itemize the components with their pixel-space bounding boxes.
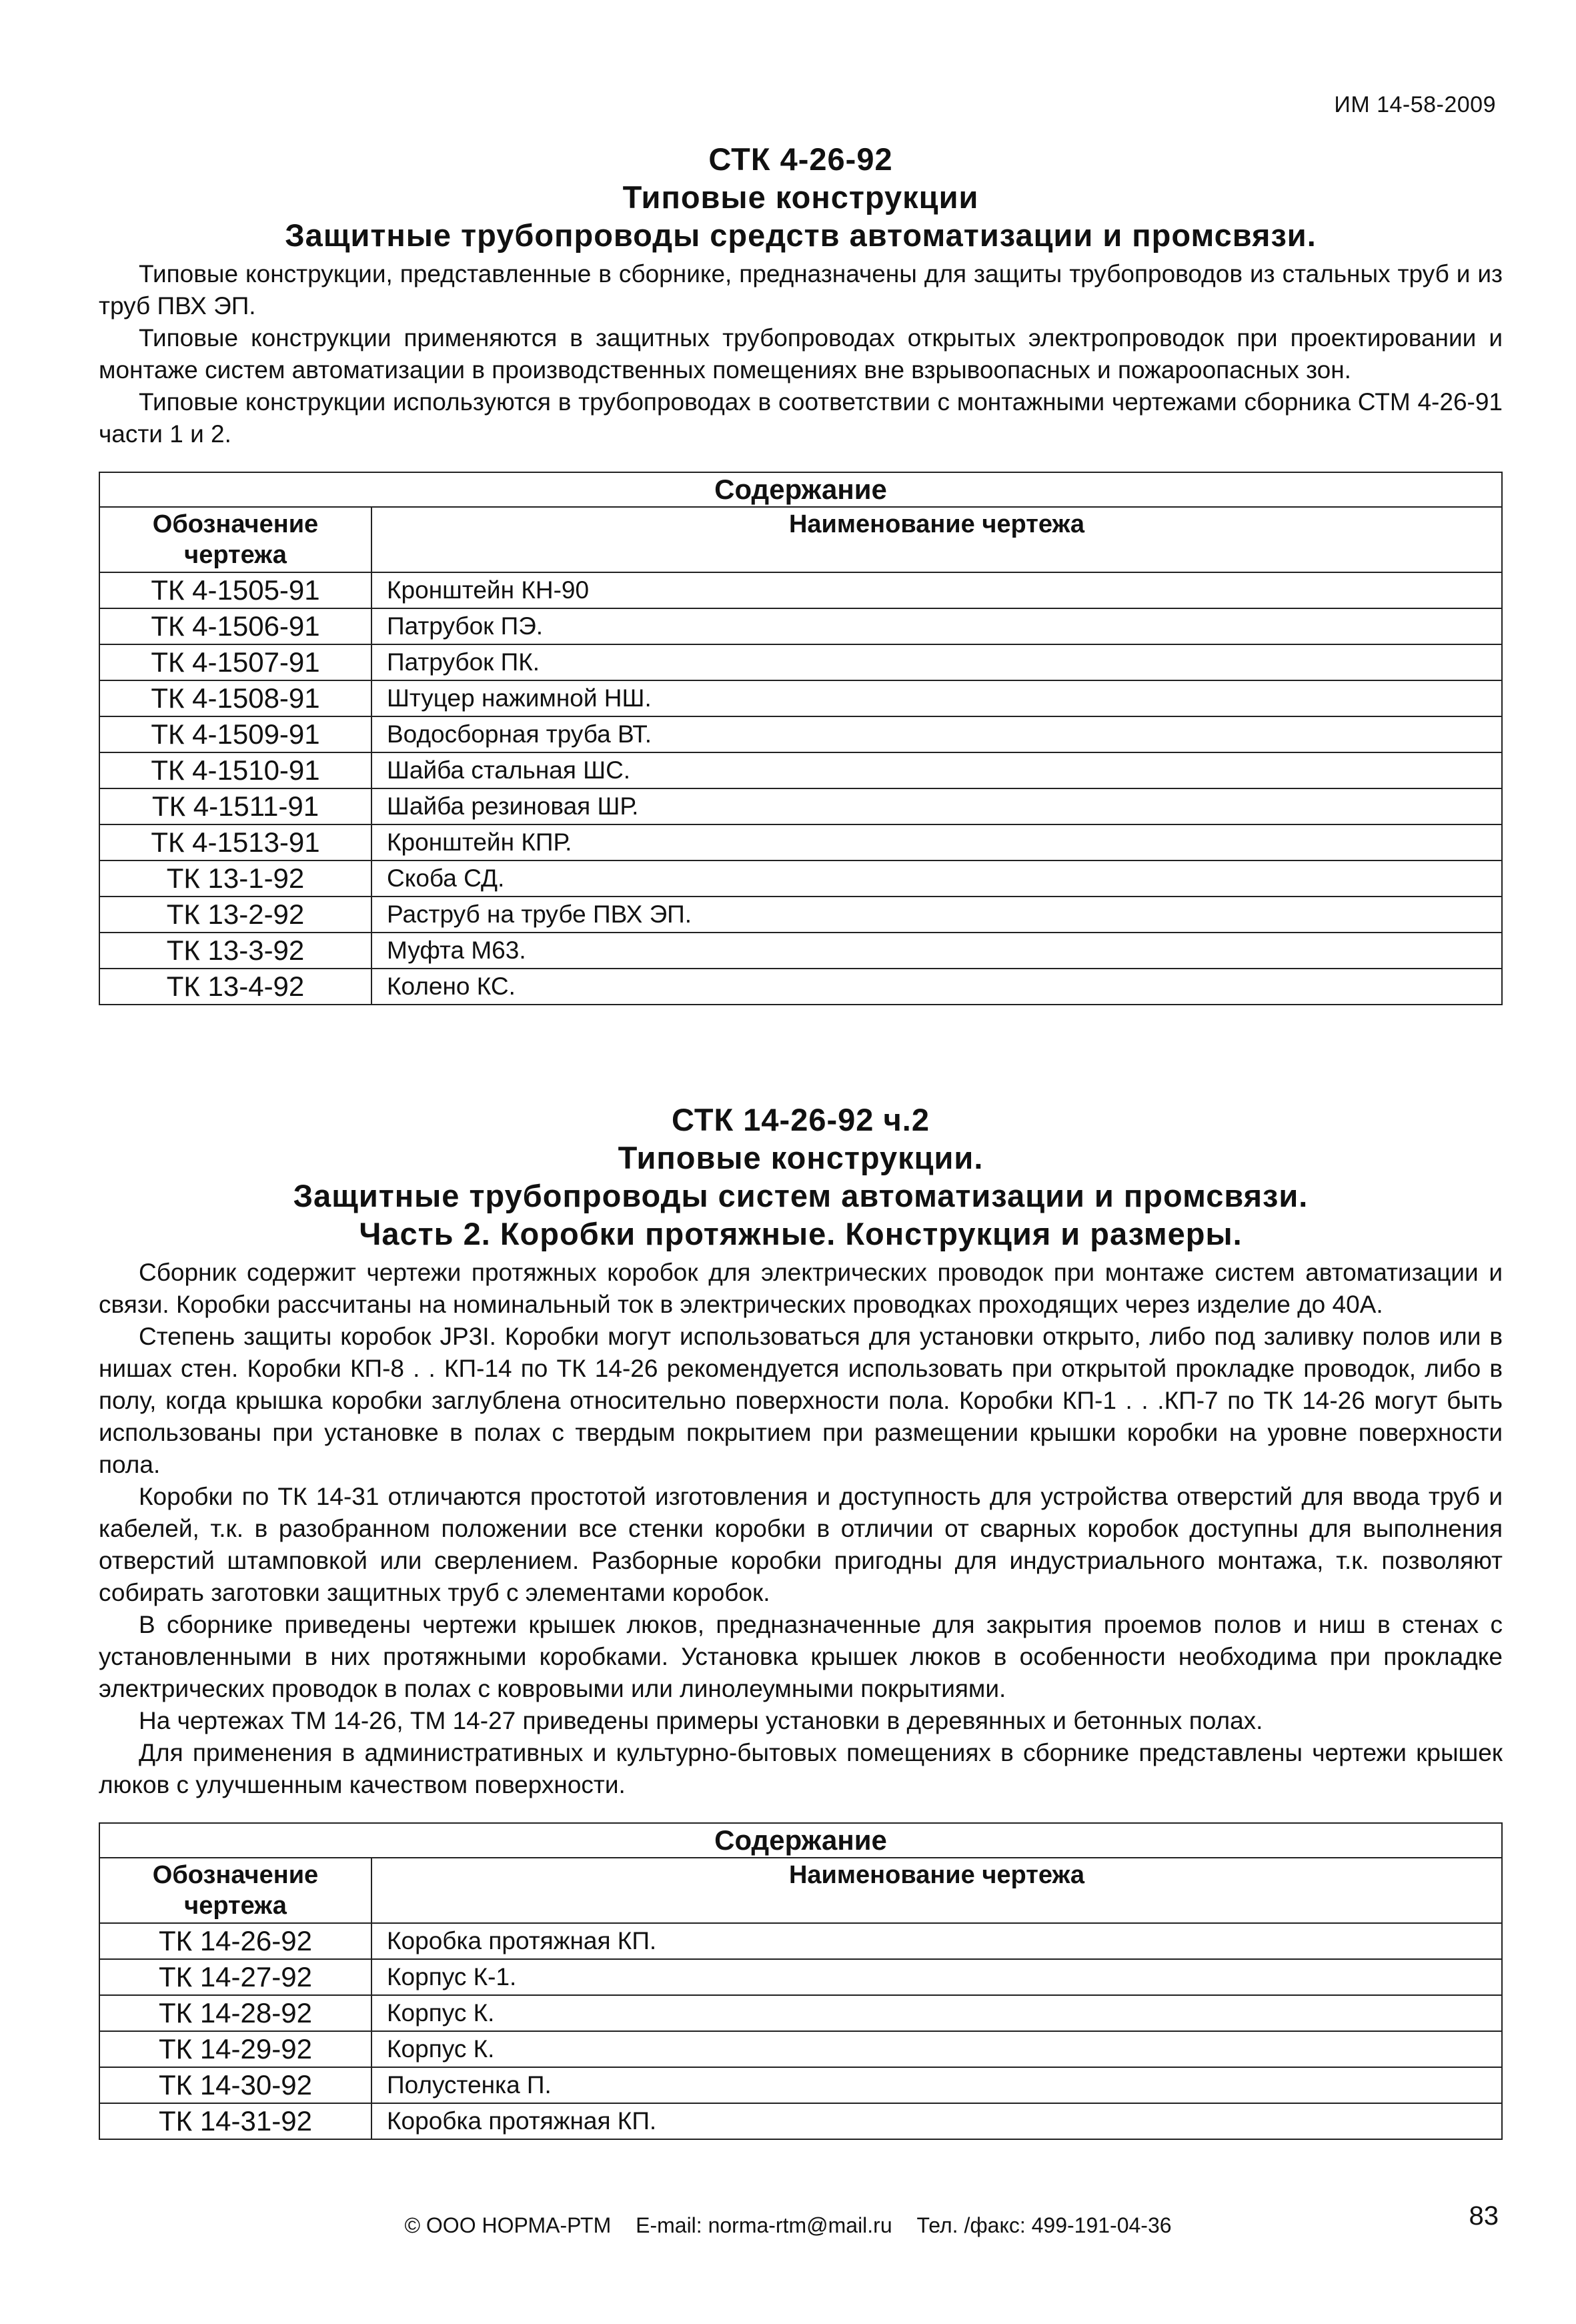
drawing-name: Корпус К. — [371, 2031, 1502, 2067]
drawing-name: Шайба резиновая ШР. — [371, 788, 1502, 824]
column-header-name: Наименование чертежа — [371, 1858, 1502, 1923]
page-number: 83 — [1469, 2201, 1499, 2231]
table-row — [99, 644, 1502, 680]
drawing-name: Колено КС. — [371, 969, 1502, 1005]
drawing-designation: ТК 4-1505-91 — [99, 572, 371, 608]
drawing-designation: ТК 14-26-92 — [99, 1923, 371, 1959]
section1-subtitle: Типовые конструкции — [622, 179, 979, 215]
table-row — [99, 933, 1502, 969]
table-row — [99, 897, 1502, 933]
drawing-designation: ТК 14-28-92 — [99, 1995, 371, 2031]
drawing-designation: ТК 4-1507-91 — [99, 644, 371, 680]
drawing-name: Кронштейн КН-90 — [371, 572, 1502, 608]
table-row — [99, 2031, 1502, 2067]
section2-paragraph: В сборнике приведены чертежи крышек люков, предназначенные для закрытия проемов полов и ниш в стенах с установленными в них протяжными коробками. Установка крышек люков в особенности необходима при прокладке электрических проводок в полах с ковровыми или линолеумными покрытиями. — [99, 1611, 1503, 1702]
drawing-designation: ТК 4-1510-91 — [99, 752, 371, 788]
section2-paragraph: Степень защиты коробок JP3I. Коробки могут использоваться для установки открыто, либо под заливку полов или в нишах стен. Коробки КП-8 . . КП-14 по ТК 14-26 рекомендуется использовать при открытой прокладке проводок, либо в полу, когда крышка коробки заглублена относительно поверхности пола. Коробки КП-1 . . .КП-7 по ТК 14-26 могут быть использованы при установке в полах с твердым покрытием при размещении крышки коробки на уровне поверхности пола. — [99, 1323, 1503, 1478]
section1-paragraph: Типовые конструкции применяются в защитных трубопроводах открытых электропроводок при проектировании и монтаже систем автоматизации в производственных помещениях вне взрывоопасных и пожароопасных зон. — [99, 324, 1503, 384]
section1-paragraph: Типовые конструкции используются в трубопроводах в соответствии с монтажными чертежами сборника СТМ 4-26-91 части 1 и 2. — [99, 388, 1503, 448]
section2-paragraph: На чертежах ТМ 14-26, ТМ 14-27 приведены примеры установки в деревянных и бетонных полах. — [139, 1707, 1263, 1734]
drawing-designation: ТК 14-29-92 — [99, 2031, 371, 2067]
drawing-name: Шайба стальная ШС. — [371, 752, 1502, 788]
table-row — [99, 716, 1502, 752]
drawing-name: Коробка протяжная КП. — [371, 2103, 1502, 2139]
table-row — [99, 969, 1502, 1005]
drawing-designation: ТК 13-4-92 — [99, 969, 371, 1005]
drawing-name: Патрубок ПЭ. — [371, 608, 1502, 644]
table-row — [99, 2103, 1502, 2139]
drawing-designation: ТК 13-3-92 — [99, 933, 371, 969]
section2-paragraph: Коробки по ТК 14-31 отличаются простотой изготовления и доступность для устройства отверстий для ввода труб и кабелей, т.к. в разобранном положении все стенки коробки в отличии от сварных коробок доступны для выполнения отверстий штамповкой или сверлением. Разборные коробки пригодны для индустриального монтажа, т.к. позволяют собирать заготовки защитных труб с элементами коробок. — [99, 1483, 1503, 1606]
table-row — [99, 1995, 1502, 2031]
drawing-name: Коробка протяжная КП. — [371, 1923, 1502, 1959]
drawing-name: Муфта М63. — [371, 933, 1502, 969]
section1-title: Защитные трубопроводы средств автоматизации и промсвязи. — [285, 217, 1317, 253]
contents-title: Содержание — [99, 472, 1502, 507]
table-row — [99, 2067, 1502, 2103]
section2-part: Часть 2. Коробки протяжные. Конструкция и размеры. — [359, 1216, 1243, 1251]
drawing-name: Корпус К-1. — [371, 1959, 1502, 1995]
section2-paragraph: Сборник содержит чертежи протяжных коробок для электрических проводок при монтаже систем автоматизации и связи. Коробки рассчитаны на номинальный ток в электрических проводках проходящих через изделие до 40А. — [99, 1259, 1503, 1318]
drawing-designation: ТК 14-30-92 — [99, 2067, 371, 2103]
column-header-designation: Обозначение чертежа — [99, 1858, 371, 1923]
table-row — [99, 1923, 1502, 1959]
drawing-name: Раструб на трубе ПВХ ЭП. — [371, 897, 1502, 933]
section2-paragraph: Для применения в административных и культурно-бытовых помещениях в сборнике представлены чертежи крышек люков с улучшенным качеством поверхности. — [99, 1739, 1503, 1798]
section2-paragraphs — [99, 1257, 1503, 1801]
table-row — [99, 1959, 1502, 1995]
drawing-designation: ТК 14-31-92 — [99, 2103, 371, 2139]
drawing-designation: ТК 13-1-92 — [99, 860, 371, 897]
drawing-name: Водосборная труба ВТ. — [371, 716, 1502, 752]
drawing-designation: ТК 4-1513-91 — [99, 824, 371, 860]
section1-paragraphs — [99, 258, 1503, 450]
table-row — [99, 680, 1502, 716]
footer-email: E-mail: norma-rtm@mail.ru — [636, 2213, 892, 2237]
section1-paragraph: Типовые конструкции, представленные в сборнике, предназначены для защиты трубопроводов из стальных труб и из труб ПВХ ЭП. — [99, 260, 1503, 320]
drawing-designation: ТК 4-1511-91 — [99, 788, 371, 824]
section2-title: Защитные трубопроводы систем автоматизации и промсвязи. — [293, 1178, 1309, 1213]
contents-title: Содержание — [99, 1823, 1502, 1858]
drawing-designation: ТК 4-1506-91 — [99, 608, 371, 644]
section-stk-14-26-92 — [99, 1101, 1503, 2140]
page-footer — [0, 2213, 1576, 2238]
table-row — [99, 824, 1502, 860]
drawing-designation: ТК 4-1508-91 — [99, 680, 371, 716]
drawing-name: Кронштейн КПР. — [371, 824, 1502, 860]
section1-contents-table — [99, 472, 1503, 1005]
drawing-designation: ТК 13-2-92 — [99, 897, 371, 933]
column-header-name: Наименование чертежа — [371, 507, 1502, 572]
drawing-designation: ТК 4-1509-91 — [99, 716, 371, 752]
section1-table-body — [99, 572, 1502, 1005]
drawing-name: Патрубок ПК. — [371, 644, 1502, 680]
section2-code: СТК 14-26-92 ч.2 — [672, 1102, 930, 1137]
column-header-designation: Обозначение чертежа — [99, 507, 371, 572]
table-row — [99, 608, 1502, 644]
footer-phone: Тел. /факс: 499-191-04-36 — [916, 2213, 1172, 2237]
footer-copyright: © ООО НОРМА-РТМ — [404, 2213, 612, 2237]
table-row — [99, 752, 1502, 788]
drawing-name: Полустенка П. — [371, 2067, 1502, 2103]
section2-subtitle: Типовые конструкции. — [618, 1140, 984, 1175]
document-code: ИМ 14-58-2009 — [1334, 92, 1496, 117]
section2-contents-table — [99, 1822, 1503, 2140]
drawing-name: Скоба СД. — [371, 860, 1502, 897]
section-stk-4-26-92 — [99, 140, 1503, 1005]
table-row — [99, 572, 1502, 608]
section1-code: СТК 4-26-92 — [708, 141, 893, 177]
section2-table-body — [99, 1923, 1502, 2139]
table-row — [99, 788, 1502, 824]
drawing-designation: ТК 14-27-92 — [99, 1959, 371, 1995]
table-row — [99, 860, 1502, 897]
drawing-name: Штуцер нажимной НШ. — [371, 680, 1502, 716]
drawing-name: Корпус К. — [371, 1995, 1502, 2031]
